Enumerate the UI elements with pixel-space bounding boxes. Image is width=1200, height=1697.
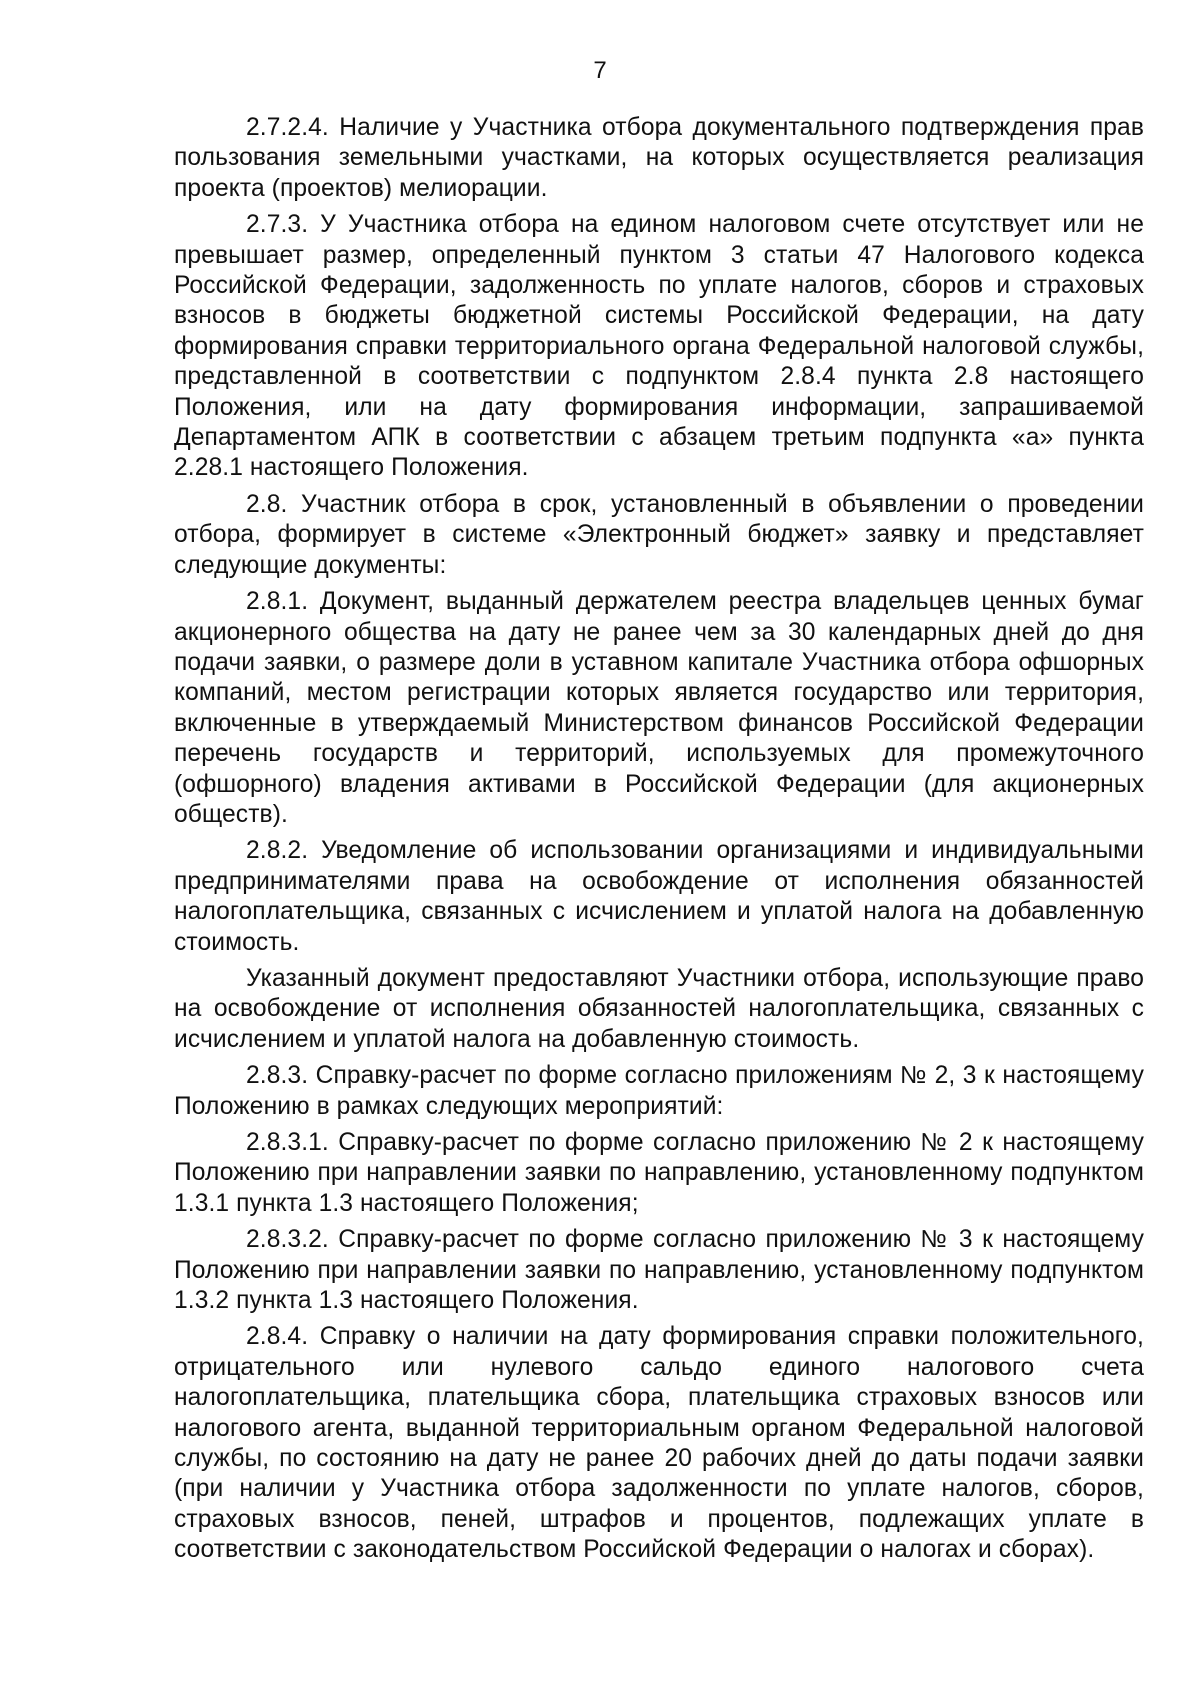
paragraph-2-8-3-1: 2.8.3.1. Справку-расчет по форме согласно приложению № 2 к настоящему Положению при направлении заявки по направлению, установленному подпунктом 1.3.1 пункта 1.3 настоящего Положения; (174, 1129, 1144, 1217)
paragraph-2-7-2-4: 2.7.2.4. Наличие у Участника отбора документального подтверждения прав пользования земельными участками, на которых осуществляется реализация проекта (проектов) мелиорации. (174, 114, 1144, 202)
paragraph-2-8-2: 2.8.2. Уведомление об использовании организациями и индивидуальными предпринимателями права на освобождение от исполнения обязанностей налогоплательщика, связанных с исчислением и уплатой налога на добавленную стоимость. (174, 837, 1144, 956)
paragraph-2-8-4: 2.8.4. Справку о наличии на дату формирования справки положительного, отрицательного или нулевого сальдо единого налогового счета налогоплательщика, плательщика сбора, плательщика страховых взносов или налогового агента, выданной территориальным органом Федеральной налоговой службы, по состоянию на дату не ранее 20 рабочих дней до даты подачи заявки (при наличии у Участника отбора задолженности по уплате налогов, сборов, страховых взносов, пеней, штрафов и процентов, подлежащих уплате в соответствии с законодательством Российской Федерации о налогах и сборах). (174, 1323, 1144, 1564)
paragraph-2-8: 2.8. Участник отбора в срок, установленный в объявлении о проведении отбора, формирует в системе «Электронный бюджет» заявку и представляет следующие документы: (174, 490, 1144, 579)
paragraph-2-8-2-note: Указанный документ предоставляют Участники отбора, использующие право на освобождение от исполнения обязанностей налогоплательщика, связанных с исчислением и уплатой налога на добавленную стоимость. (174, 964, 1144, 1053)
paragraph-2-7-3: 2.7.3. У Участника отбора на едином налоговом счете отсутствует или не превышает размер, определенный пунктом 3 статьи 47 Налогового кодекса Российской Федерации, задолженность по уплате налогов, сборов и страховых взносов в бюджеты бюджетной системы Российской Федерации, на дату формирования справки территориального органа Федеральной налоговой службы, представленной в соответствии с подпунктом 2.8.4 пункта 2.8 настоящего Положения, или на дату формирования информации, запрашиваемой Департаментом АПК в соответствии с абзацем третьим подпункта «а» пункта 2.28.1 настоящего Положения. (174, 211, 1144, 482)
page-number: 7 (593, 57, 607, 84)
paragraph-2-8-3-2: 2.8.3.2. Справку-расчет по форме согласно приложению № 3 к настоящему Положению при направлении заявки по направлению, установленному подпунктом 1.3.2 пункта 1.3 настоящего Положения. (174, 1226, 1144, 1315)
document-body (174, 113, 1144, 1572)
paragraph-2-8-1: 2.8.1. Документ, выданный держателем реестра владельцев ценных бумаг акционерного общества на дату не ранее чем за 30 календарных дней до дня подачи заявки, о размере доли в уставном капитале Участника отбора офшорных компаний, местом регистрации которых является государство или территория, включенные в утверждаемый Министерством финансов Российской Федерации перечень государств и территорий, используемых для промежуточного (офшорного) владения активами в Российской Федерации (для акционерных обществ). (174, 588, 1144, 828)
paragraph-2-8-3: 2.8.3. Справку-расчет по форме согласно приложениям № 2, 3 к настоящему Положению в рамках следующих мероприятий: (174, 1062, 1144, 1120)
